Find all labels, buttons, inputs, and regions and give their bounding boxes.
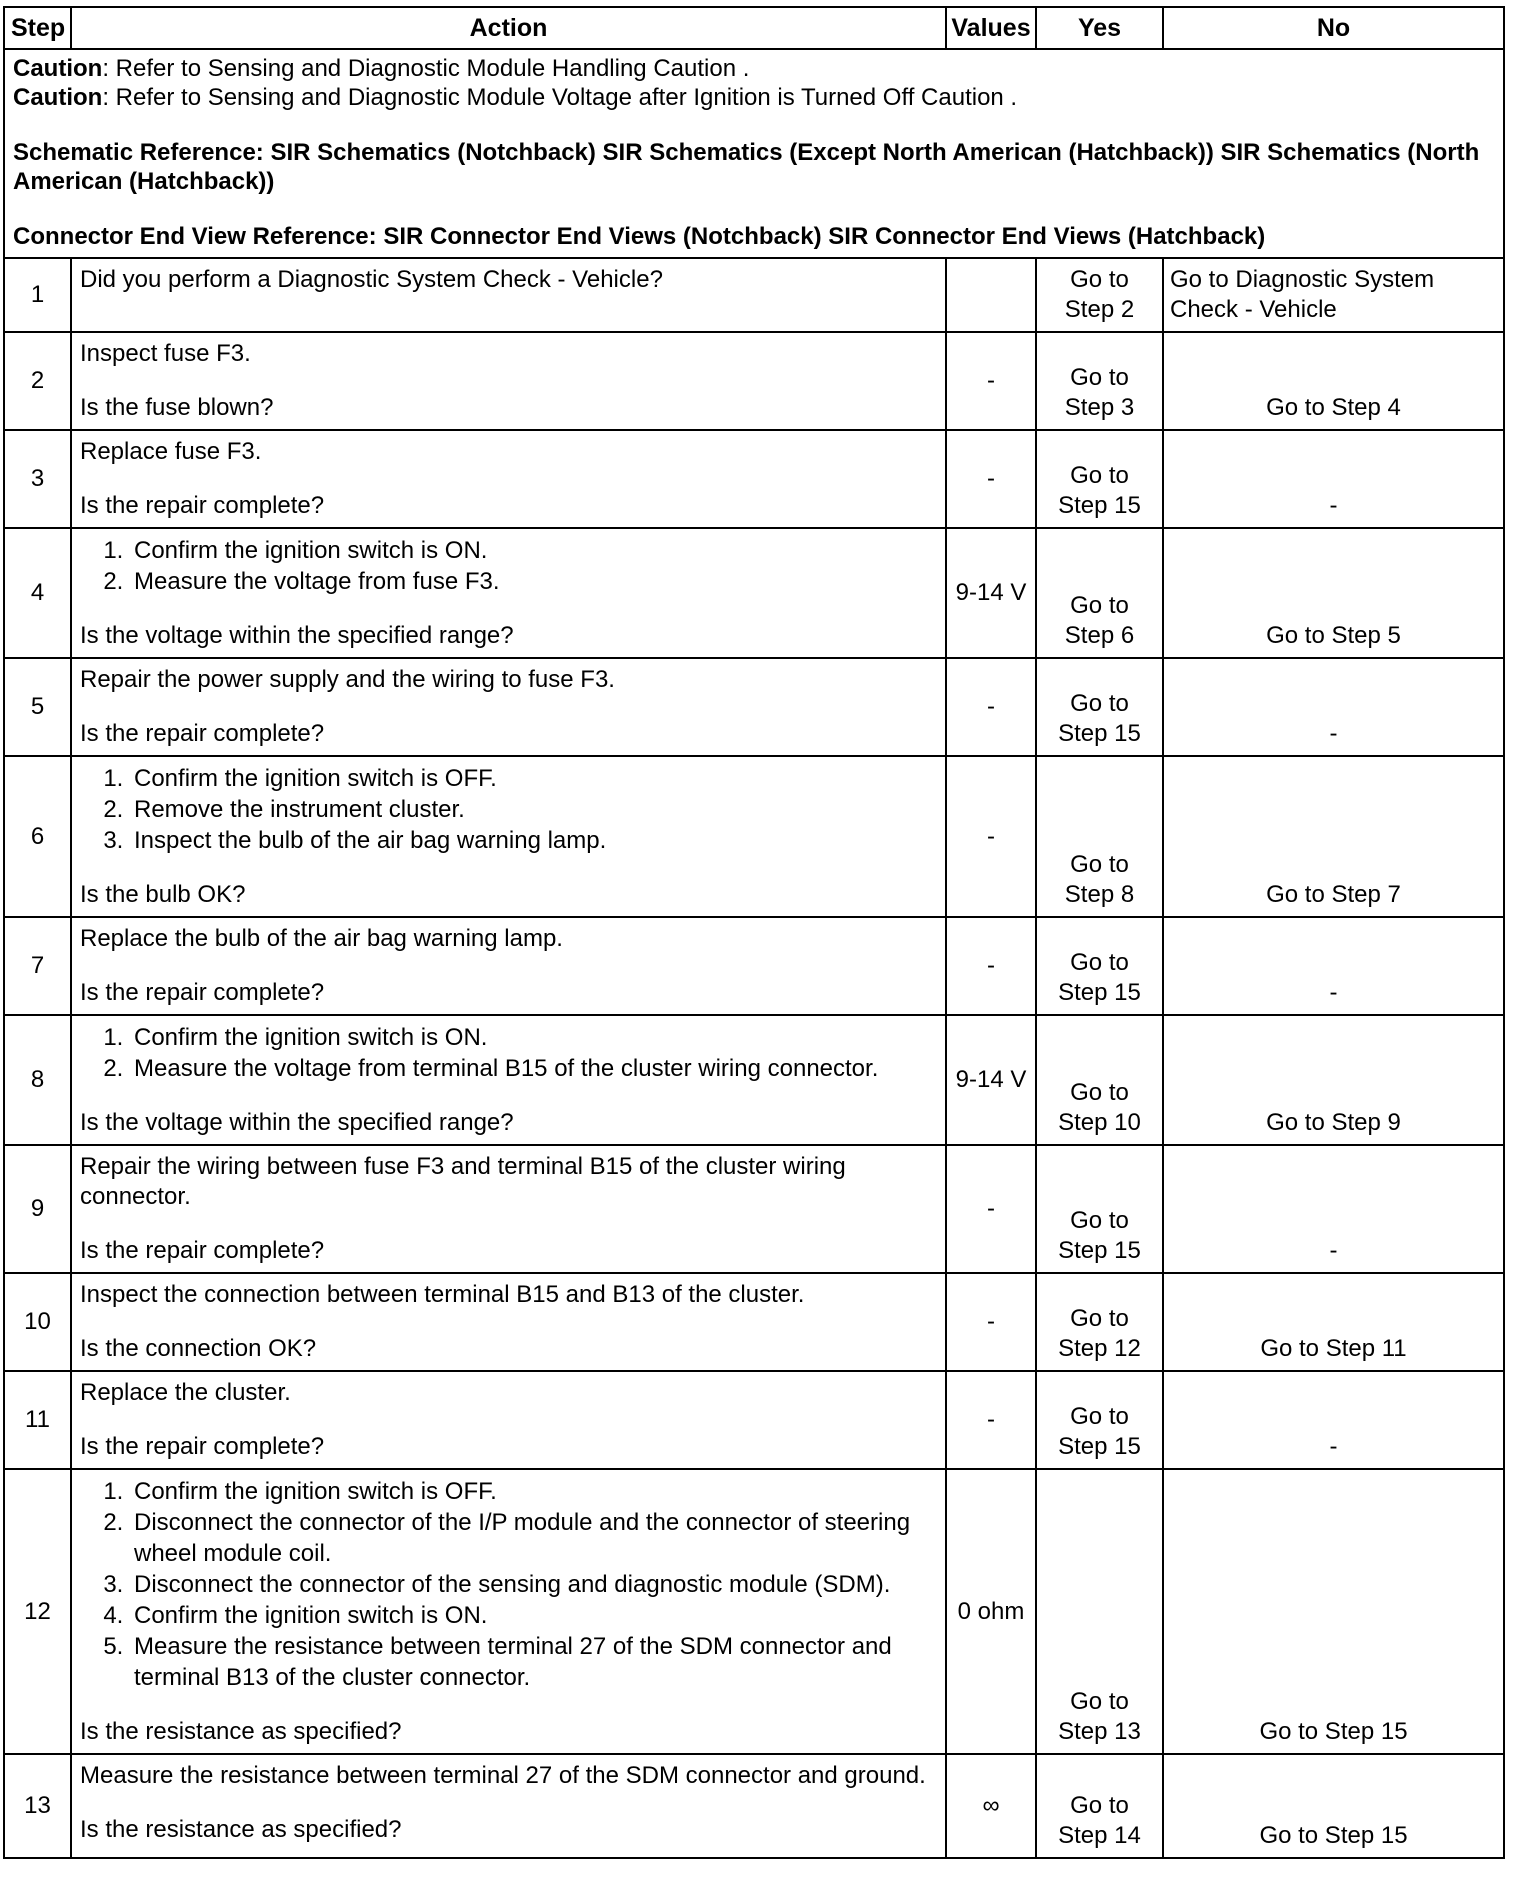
yes-cell (1036, 756, 1163, 917)
no-cell (1163, 756, 1504, 917)
step-number: 11 (4, 1371, 71, 1469)
header-row (4, 7, 1504, 49)
values-cell: ∞ (946, 1754, 1036, 1858)
list-item: 2. Remove the instrument cluster. (130, 794, 937, 825)
action-text: Repair the power supply and the wiring to fuse F3. (80, 666, 615, 693)
table-row (4, 1273, 1504, 1371)
yes-link[interactable]: Go to Step 12 (1058, 1305, 1141, 1362)
step-number: 3 (4, 430, 71, 528)
list-item: 1. Confirm the ignition switch is OFF. (130, 763, 937, 794)
action-question: Is the repair complete? (80, 492, 325, 519)
action-text: Measure the resistance between terminal 27 of the SDM connector and ground. (80, 1762, 926, 1789)
no-cell (1163, 1754, 1504, 1858)
no-link[interactable]: Go to Step 15 (1259, 1718, 1408, 1745)
action-steps-list (80, 763, 937, 856)
table-row (4, 1015, 1504, 1145)
action-question: Is the connection OK? (80, 1335, 317, 1362)
step-number: 13 (4, 1754, 71, 1858)
action-cell (71, 1754, 946, 1858)
action-steps-list (80, 535, 937, 597)
no-link[interactable]: Go to Step 9 (1266, 1109, 1401, 1136)
action-cell (71, 1273, 946, 1371)
action-text: Inspect fuse F3. (80, 340, 251, 367)
yes-cell (1036, 1015, 1163, 1145)
no-cell (1163, 1145, 1504, 1273)
action-question: Is the fuse blown? (80, 394, 274, 421)
list-item: 3. Inspect the bulb of the air bag warning lamp. (130, 825, 937, 856)
list-item: 2. Measure the voltage from fuse F3. (130, 566, 937, 597)
action-question: Is the voltage within the specified range? (80, 1109, 514, 1136)
caution-label-2: Caution (13, 84, 103, 111)
schematic-reference: Schematic Reference: SIR Schematics (Notchback) SIR Schematics (Except North American (Hatchback)) SIR Schematics (North American (Hatchback)) (13, 139, 1480, 195)
yes-cell (1036, 430, 1163, 528)
no-cell (1163, 1371, 1504, 1469)
table-row (4, 258, 1504, 332)
values-cell: 9-14 V (946, 528, 1036, 658)
caution-line-2 (13, 83, 1497, 112)
no-cell (1163, 1469, 1504, 1754)
no-cell (1163, 1015, 1504, 1145)
caution-text-2: : Refer to Sensing and Diagnostic Module Voltage after Ignition is Turned Off Caution . (102, 84, 1018, 111)
no-link: - (1329, 979, 1338, 1006)
list-item: 5. Measure the resistance between terminal 27 of the SDM connector and terminal B13 of the cluster connector. (130, 1631, 937, 1693)
list-item: 1. Confirm the ignition switch is ON. (130, 535, 937, 566)
step-number: 10 (4, 1273, 71, 1371)
values-cell: - (946, 1273, 1036, 1371)
step-number: 1 (4, 258, 71, 332)
action-question: Is the voltage within the specified range? (80, 622, 514, 649)
yes-cell (1036, 917, 1163, 1015)
yes-link[interactable]: Go to Step 8 (1064, 851, 1135, 908)
no-link: - (1329, 1237, 1338, 1264)
yes-cell (1036, 1371, 1163, 1469)
notes-row (4, 49, 1504, 258)
values-cell: 0 ohm (946, 1469, 1036, 1754)
yes-link[interactable]: Go to Step 15 (1058, 690, 1141, 747)
no-cell (1163, 658, 1504, 756)
list-item: 4. Confirm the ignition switch is ON. (130, 1600, 937, 1631)
table-row (4, 430, 1504, 528)
header-no: No (1163, 7, 1504, 49)
values-cell: - (946, 430, 1036, 528)
table-row (4, 917, 1504, 1015)
yes-cell (1036, 1145, 1163, 1273)
values-cell: - (946, 1371, 1036, 1469)
no-link: - (1329, 492, 1338, 519)
action-steps-list (80, 1476, 937, 1693)
header-yes: Yes (1036, 7, 1163, 49)
table-row (4, 528, 1504, 658)
caution-label-1: Caution (13, 55, 103, 82)
action-text: Replace the cluster. (80, 1379, 291, 1406)
values-cell: - (946, 756, 1036, 917)
no-link[interactable]: Go to Step 11 (1260, 1335, 1407, 1362)
step-number: 6 (4, 756, 71, 917)
yes-link[interactable]: Go to Step 14 (1058, 1792, 1141, 1849)
list-item: 2. Disconnect the connector of the I/P module and the connector of steering wheel module coil. (130, 1507, 937, 1569)
action-text: Repair the wiring between fuse F3 and terminal B15 of the cluster wiring connector. (80, 1153, 846, 1210)
table-row (4, 1754, 1504, 1858)
action-text: Inspect the connection between terminal B15 and B13 of the cluster. (80, 1281, 805, 1308)
no-link[interactable]: Go to Step 7 (1266, 881, 1401, 908)
step-number: 2 (4, 332, 71, 430)
action-cell (71, 1015, 946, 1145)
action-cell (71, 1469, 946, 1754)
list-item: 1. Confirm the ignition switch is ON. (130, 1022, 937, 1053)
connector-reference: Connector End View Reference: SIR Connector End Views (Notchback) SIR Connector End Views (Hatchback) (13, 223, 1266, 250)
action-cell (71, 332, 946, 430)
values-cell (946, 258, 1036, 332)
yes-link[interactable]: Go to Step 3 (1064, 364, 1135, 421)
no-cell (1163, 430, 1504, 528)
table-row (4, 1371, 1504, 1469)
table-row (4, 658, 1504, 756)
header-step: Step (4, 7, 71, 49)
action-text: Replace fuse F3. (80, 438, 262, 465)
action-question: Is the repair complete? (80, 979, 325, 1006)
yes-link[interactable]: Go to Step 10 (1058, 1079, 1141, 1136)
values-cell: - (946, 332, 1036, 430)
action-cell (71, 756, 946, 917)
action-steps-list (80, 1022, 937, 1084)
action-text: Did you perform a Diagnostic System Check - Vehicle? (80, 266, 663, 293)
diagnostic-table (3, 6, 1505, 1859)
no-cell (1163, 528, 1504, 658)
values-cell: - (946, 917, 1036, 1015)
table-row (4, 756, 1504, 917)
header-values: Values (946, 7, 1036, 49)
yes-link[interactable]: Go to Step 15 (1058, 1207, 1141, 1264)
yes-link[interactable]: Go to Step 15 (1058, 949, 1141, 1006)
no-cell (1163, 1273, 1504, 1371)
yes-link[interactable]: Go to Step 13 (1058, 1688, 1141, 1745)
no-cell (1163, 332, 1504, 430)
yes-link[interactable]: Go to Step 6 (1064, 592, 1135, 649)
step-number: 12 (4, 1469, 71, 1754)
header-action: Action (71, 7, 946, 49)
table-row (4, 332, 1504, 430)
yes-link[interactable]: Go to Step 2 (1064, 266, 1135, 323)
no-cell (1163, 917, 1504, 1015)
no-cell (1163, 258, 1504, 332)
no-link[interactable]: Go to Step 5 (1266, 622, 1401, 649)
action-cell (71, 430, 946, 528)
no-link: - (1329, 1433, 1338, 1460)
action-question: Is the repair complete? (80, 1237, 325, 1264)
action-cell (71, 258, 946, 332)
action-question: Is the resistance as specified? (80, 1816, 402, 1843)
yes-cell (1036, 1469, 1163, 1754)
yes-cell (1036, 1273, 1163, 1371)
no-link[interactable]: Go to Step 15 (1259, 1822, 1408, 1849)
table-row (4, 1145, 1504, 1273)
yes-cell (1036, 258, 1163, 332)
step-number: 5 (4, 658, 71, 756)
yes-cell (1036, 1754, 1163, 1858)
step-number: 9 (4, 1145, 71, 1273)
caution-text-1: : Refer to Sensing and Diagnostic Module Handling Caution . (102, 55, 750, 82)
table-row (4, 1469, 1504, 1754)
action-cell (71, 1371, 946, 1469)
values-cell: 9-14 V (946, 1015, 1036, 1145)
action-question: Is the repair complete? (80, 720, 325, 747)
yes-link[interactable]: Go to Step 15 (1058, 1403, 1141, 1460)
no-link[interactable]: Go to Diagnostic System Check - Vehicle (1170, 266, 1435, 323)
action-cell (71, 658, 946, 756)
action-cell (71, 1145, 946, 1273)
action-question: Is the resistance as specified? (80, 1718, 402, 1745)
values-cell: - (946, 658, 1036, 756)
yes-link[interactable]: Go to Step 15 (1058, 462, 1141, 519)
yes-cell (1036, 658, 1163, 756)
notes-cell (4, 49, 1504, 258)
caution-line-1 (13, 54, 1497, 83)
step-number: 7 (4, 917, 71, 1015)
no-link: - (1329, 720, 1338, 747)
list-item: 1. Confirm the ignition switch is OFF. (130, 1476, 937, 1507)
list-item: 2. Measure the voltage from terminal B15 of the cluster wiring connector. (130, 1053, 937, 1084)
action-question: Is the bulb OK? (80, 881, 246, 908)
values-cell: - (946, 1145, 1036, 1273)
step-number: 4 (4, 528, 71, 658)
action-cell (71, 528, 946, 658)
step-number: 8 (4, 1015, 71, 1145)
action-question: Is the repair complete? (80, 1433, 325, 1460)
list-item: 3. Disconnect the connector of the sensing and diagnostic module (SDM). (130, 1569, 937, 1600)
no-link[interactable]: Go to Step 4 (1266, 394, 1401, 421)
action-cell (71, 917, 946, 1015)
yes-cell (1036, 528, 1163, 658)
yes-cell (1036, 332, 1163, 430)
action-text: Replace the bulb of the air bag warning lamp. (80, 925, 563, 952)
